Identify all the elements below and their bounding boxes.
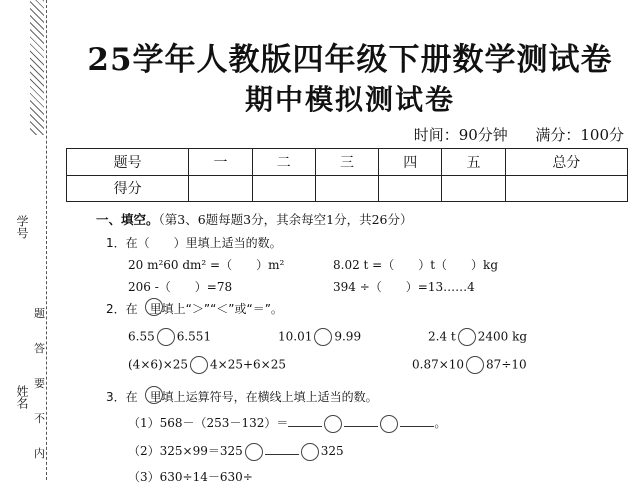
score-cell[interactable]	[315, 175, 378, 202]
q2-row-1b	[278, 328, 361, 346]
hatch-pattern	[30, 0, 44, 135]
q2-value: 10.01	[278, 329, 313, 344]
q2-value: 0.87×10	[412, 357, 465, 372]
score-cell[interactable]	[252, 175, 315, 202]
time-limit: 时间：90分钟	[413, 126, 508, 144]
operator-circle[interactable]	[324, 415, 342, 433]
header-cell: 一	[189, 149, 252, 176]
compare-circle	[145, 298, 163, 316]
seal-char-1: 题	[34, 307, 45, 320]
dashed-binding-line	[46, 0, 47, 480]
q3-expression-end: 325	[320, 444, 344, 458]
seal-char-3: 要	[34, 377, 45, 390]
section-1-title: 一、填空。	[96, 212, 159, 227]
compare-circle[interactable]	[190, 356, 208, 374]
q2-value: 87÷10	[486, 357, 527, 372]
header-cell: 三	[315, 149, 378, 176]
q2-row-1	[128, 328, 211, 346]
answer-blank[interactable]	[265, 444, 299, 455]
compare-circle[interactable]	[466, 356, 484, 374]
header-cell: 总分	[505, 149, 627, 176]
q3-item-3	[128, 468, 253, 485]
question-1: 1．在（ ）里填上适当的数。	[106, 236, 282, 250]
exam-subtitle: 期中模拟测试卷	[244, 83, 455, 116]
exam-title: 25学年人教版四年级下册数学测试卷	[87, 42, 613, 78]
q3-expression: （2）325×99＝325	[128, 444, 243, 458]
header-cell: 五	[442, 149, 505, 176]
row-label: 得分	[67, 175, 189, 202]
score-cell[interactable]	[189, 175, 252, 202]
q3-expression: （1）568－（253－132）＝	[128, 416, 289, 430]
full-score: 满分：100分	[535, 126, 624, 144]
q2-value: 2.4 t	[428, 329, 456, 344]
score-table	[66, 148, 628, 202]
exam-meta	[414, 124, 624, 145]
q2-row-1c	[428, 328, 527, 346]
compare-circle[interactable]	[157, 328, 175, 346]
operator-circle	[145, 386, 163, 404]
score-table-score-row	[67, 175, 628, 202]
q1-item-d: 394 ÷（ ）=13……4	[333, 280, 475, 294]
score-cell[interactable]	[442, 175, 505, 202]
question-2: 2．在 里填上“＞”“＜”或“＝”。	[106, 302, 283, 316]
score-cell[interactable]	[505, 175, 627, 202]
header-cell: 二	[252, 149, 315, 176]
q3-item-2	[128, 442, 344, 461]
q3-expression: （3）630÷14－630÷	[128, 470, 253, 484]
q1-item-c: 206 -（ ）=78	[128, 280, 233, 294]
header-cell: 四	[379, 149, 442, 176]
q2-row-2	[128, 356, 286, 374]
seal-char-2: 答	[34, 342, 45, 355]
question-3: 3．在 里填上运算符号，在横线上填上适当的数。	[106, 390, 378, 404]
score-cell[interactable]	[379, 175, 442, 202]
student-id-label: 学号	[15, 215, 29, 239]
operator-circle[interactable]	[245, 443, 263, 461]
q2-value: 2400 kg	[477, 329, 528, 344]
q2-value: 6.55	[128, 329, 155, 344]
answer-blank[interactable]	[400, 416, 434, 427]
q3-item-1: （1）568－（253－132）＝ 。	[128, 414, 446, 433]
binding-margin	[0, 0, 52, 480]
answer-blank[interactable]	[288, 416, 322, 427]
section-1-note: （第3、6题每题3分，其余每空1分，共26分）	[158, 212, 413, 227]
seal-char-5: 内	[34, 447, 45, 460]
q2-row-2b	[412, 356, 527, 374]
q2-value: 9.99	[334, 329, 362, 344]
name-label: 姓名	[15, 385, 29, 409]
q1-item-b: 8.02 t =（ ）t（ ）kg	[333, 258, 499, 272]
seal-char-4: 不	[34, 412, 45, 425]
compare-circle[interactable]	[314, 328, 332, 346]
section-1-heading	[96, 210, 412, 228]
compare-circle[interactable]	[458, 328, 476, 346]
q2-value: 4×25+6×25	[210, 357, 286, 372]
header-cell: 题号	[67, 149, 189, 176]
score-table-header-row	[67, 149, 628, 176]
operator-circle[interactable]	[380, 415, 398, 433]
q2-value: 6.551	[176, 329, 212, 344]
operator-circle[interactable]	[301, 443, 319, 461]
q2-value: (4×6)×25	[128, 357, 189, 372]
q1-item-a: 20 m²60 dm² =（ ）m²	[128, 258, 285, 272]
answer-blank[interactable]	[344, 416, 378, 427]
